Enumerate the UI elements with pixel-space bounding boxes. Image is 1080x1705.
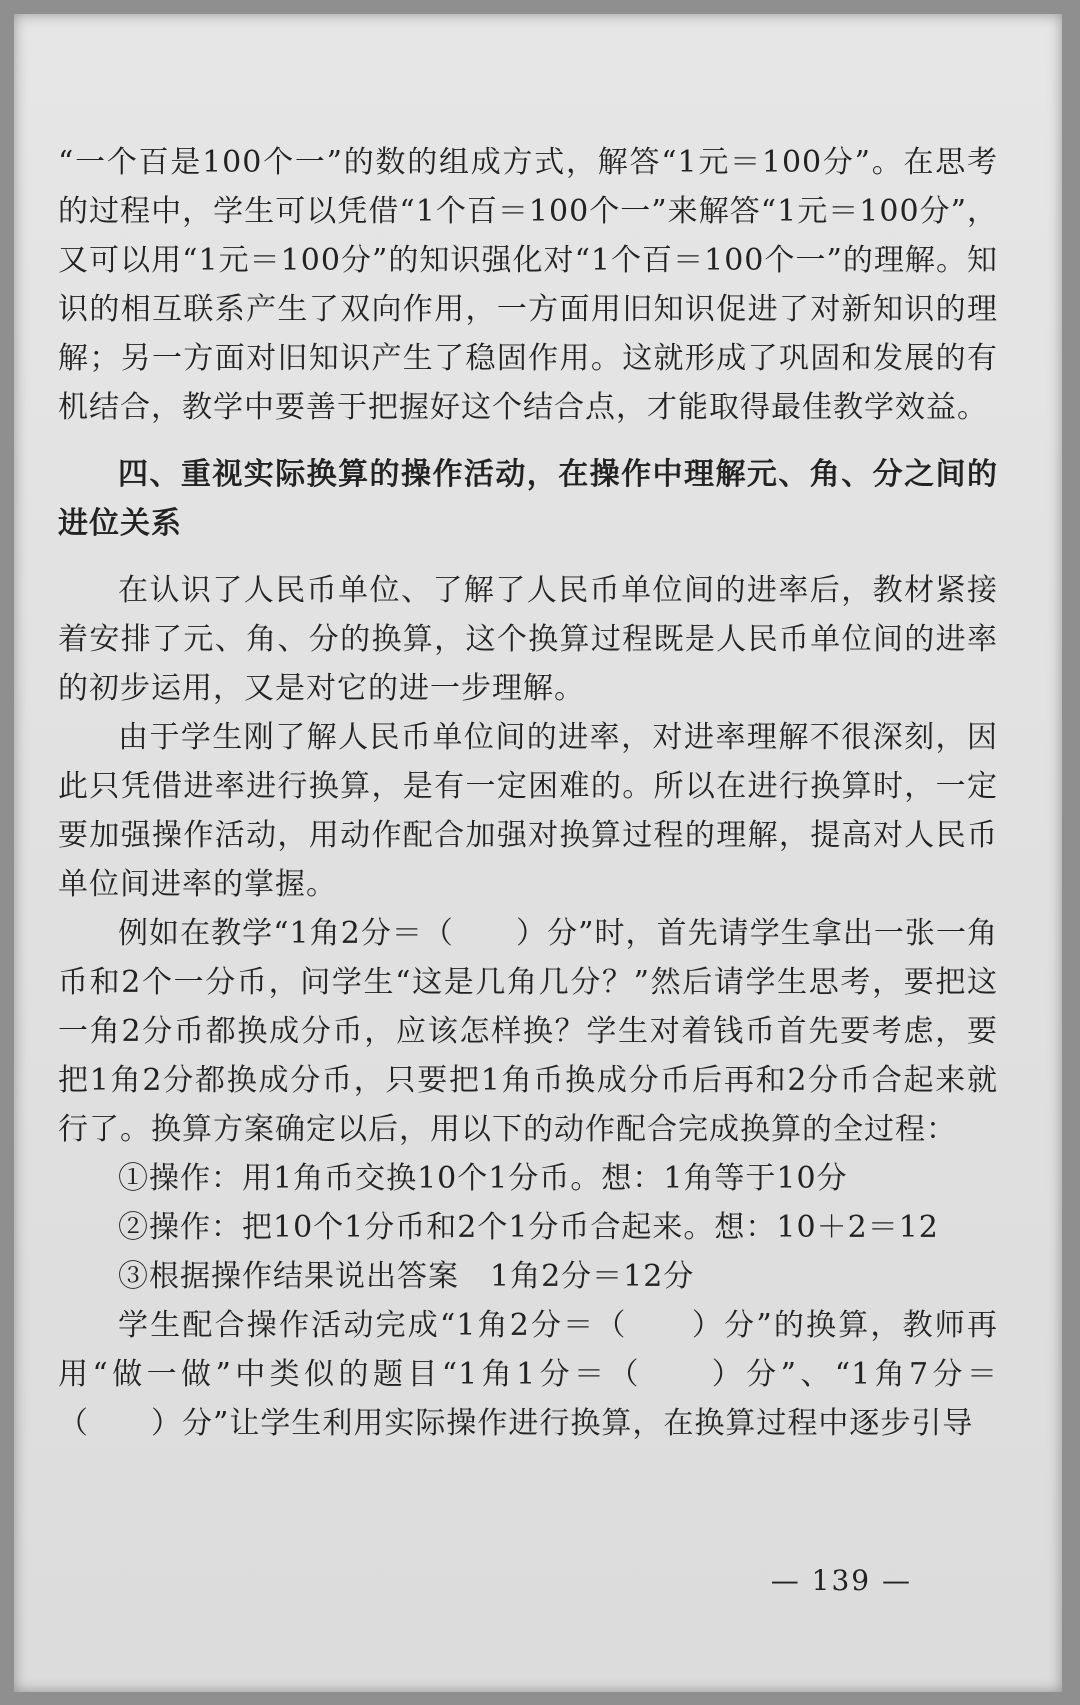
- step-3: ③根据操作结果说出答案 1角2分＝12分: [118, 1259, 695, 1294]
- paragraph-example: 例如在教学“1角2分＝（ ）分”时，首先请学生拿出一张一角币和2个一分币，问学生“这是几角几分？”然后请学生思考，要把这一角2分币都换成分币，应该怎样换？学生对着钱币首先要考虑，要把1角2分都换成分币，只要把1角币换成分币后再和2分币合起来就行了。换算方案确定以后，用以下的动作配合完成换算的全过程：: [58, 916, 998, 1147]
- paragraph-practice: 学生配合操作活动完成“1角2分＝（ ）分”的换算，教师再用“做一做”中类似的题目“1角1分＝（ ）分”、“1角7分＝（ ）分”让学生利用实际操作进行换算，在换算过程中逐步引导: [58, 1308, 998, 1441]
- page-number: — 139 —: [770, 1564, 912, 1597]
- page-body: [58, 138, 998, 1448]
- paragraph-context: 在认识了人民币单位、了解了人民币单位间的进率后，教材紧接着安排了元、角、分的换算，这个换算过程既是人民币单位间的进率的初步运用，又是对它的进一步理解。: [58, 573, 998, 706]
- paragraph-difficulty: 由于学生刚了解人民币单位间的进率，对进率理解不很深刻，因此只凭借进率进行换算，是有一定困难的。所以在进行换算时，一定要加强操作活动，用动作配合加强对换算过程的理解，提高对人民币单位间进率的掌握。: [58, 720, 998, 902]
- step-2: ②操作：把10个1分币和2个1分币合起来。想：10＋2＝12: [118, 1210, 939, 1245]
- paragraph-intro: “一个百是100个一”的数的组成方式，解答“1元＝100分”。在思考的过程中，学生可以凭借“1个百＝100个一”来解答“1元＝100分”，又可以用“1元＝100分”的知识强化对“1个百＝100个一”的理解。知识的相互联系产生了双向作用，一方面用旧知识促进了对新知识的理解；另一方面对旧知识产生了稳固作用。这就形成了巩固和发展的有机结合，教学中要善于把握好这个结合点，才能取得最佳教学效益。: [58, 145, 998, 425]
- section-heading: 四、重视实际换算的操作活动，在操作中理解元、角、分之间的进位关系: [58, 457, 998, 541]
- book-page: [14, 14, 1062, 1692]
- step-1: ①操作：用1角币交换10个1分币。想：1角等于10分: [118, 1161, 848, 1196]
